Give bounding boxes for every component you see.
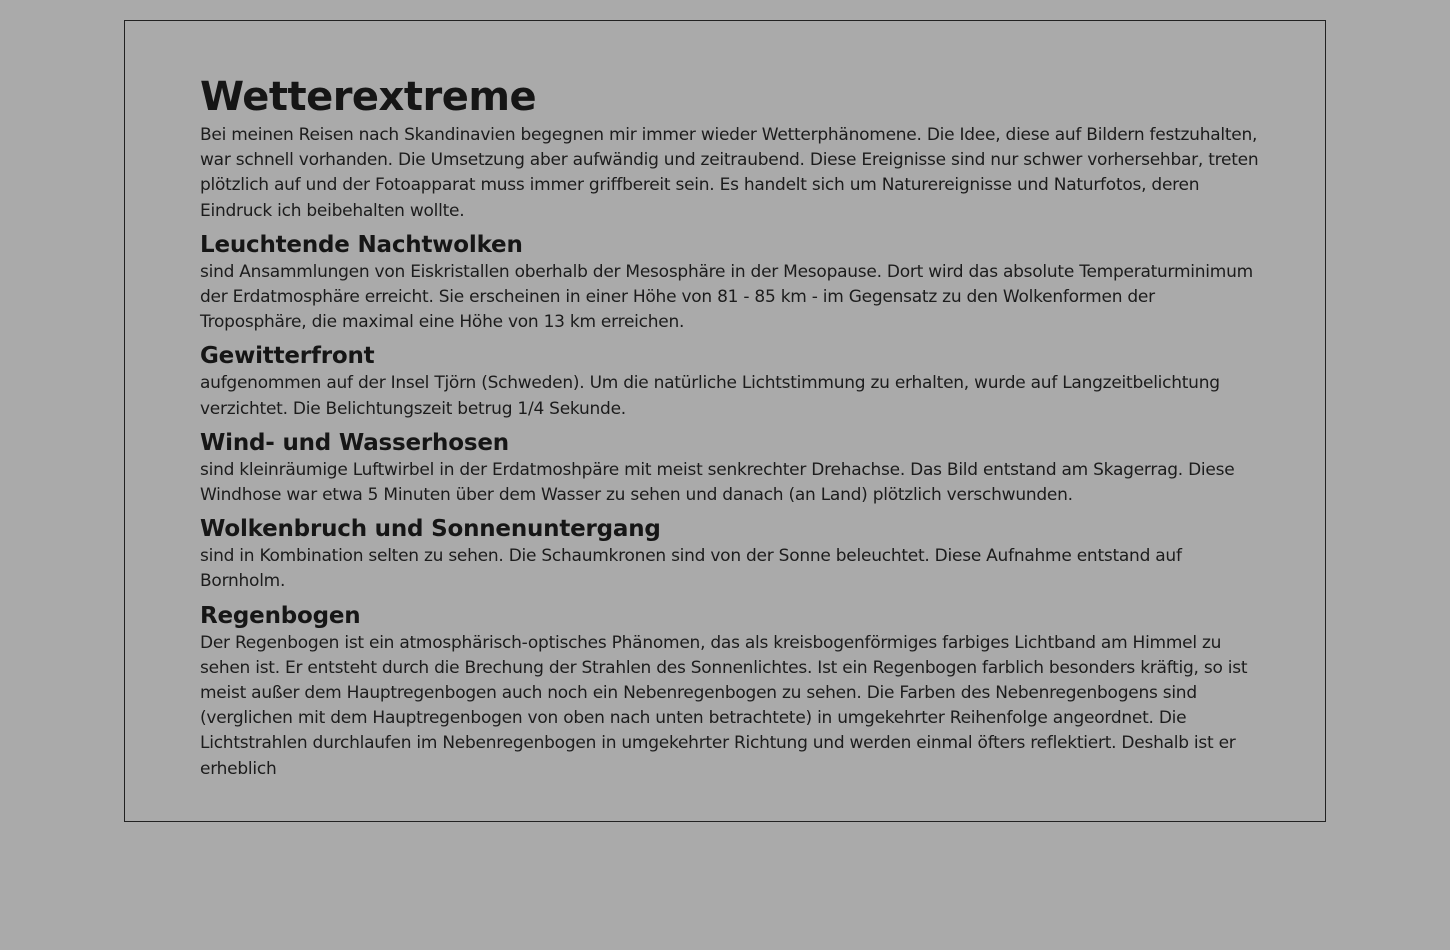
section-text-regenbogen: Der Regenbogen ist ein atmosphärisch-optisches Phänomen, das als kreisbogenförmiges farbiges Lichtband am Himmel zu sehen ist. Er entsteht durch die Brechung der Strahlen des Sonnenlichtes. Ist ein Regenbogen farblich besonders kräftig, so ist meist außer dem Hauptregenbogen auch noch ein Nebenregenbogen zu sehen. Die Farben des Nebenregenbogens sind (verglichen mit dem Hauptregenbogen von oben nach unten betrachtete) in umgekehrter Reihenfolge angeordnet. Die Lichtstrahlen durchlaufen im Nebenregenbogen in umgekehrter Richtung und werden einmal öfters reflektiert. Deshalb ist er erheblich [200,632,1248,779]
document-page [124,20,1326,822]
section-heading-wasserhosen: Wind- und Wasserhosen [200,429,509,456]
document-content [200,73,1266,782]
section-text-nachtwolken: sind Ansammlungen von Eiskristallen oberhalb der Mesosphäre in der Mesopause. Dort wird das absolute Temperaturminimum der Erdatmosphäre erreicht. Sie erscheinen in einer Höhe von 81 - 85 km - im Gegensatz zu den Wolkenformen der Troposphäre, die maximal eine Höhe von 13 km erreichen. [200,261,1253,333]
section-heading-nachtwolken: Leuchtende Nachtwolken [200,231,523,258]
section-text-wolkenbruch: sind in Kombination selten zu sehen. Die Schaumkronen sind von der Sonne beleuchtet. Diese Aufnahme entstand auf Bornholm. [200,546,1182,592]
intro-paragraph: Bei meinen Reisen nach Skandinavien begegnen mir immer wieder Wetterphänomene. Die Idee, diese auf Bildern festzuhalten, war schnell vorhanden. Die Umsetzung aber aufwändig und zeitraubend. Diese Ereignisse sind nur schwer vorhersehbar, treten plötzlich auf und der Fotoapparat muss immer griffbereit sein. Es handelt sich um Naturereignisse und Naturfotos, deren Eindruck ich beibehalten wollte. [200,125,1259,221]
section-heading-wolkenbruch: Wolkenbruch und Sonnenuntergang [200,516,661,543]
section-text-wasserhosen: sind kleinräumige Luftwirbel in der Erdatmoshpäre mit meist senkrechter Drehachse. Das Bild entstand am Skagerrag. Diese Windhose war etwa 5 Minuten über dem Wasser zu sehen und danach (an Land) plötzlich verschwunden. [200,459,1235,506]
section-text-gewitterfront: aufgenommen auf der Insel Tjörn (Schweden). Um die natürliche Lichtstimmung zu erhalten, wurde auf Langzeitbelichtung verzichtet. Die Belichtungszeit betrug 1/4 Sekunde. [200,373,1220,419]
section-heading-regenbogen: Regenbogen [200,602,361,629]
section-heading-gewitterfront: Gewitterfront [200,343,375,370]
page-title: Wetterextreme [200,74,537,120]
